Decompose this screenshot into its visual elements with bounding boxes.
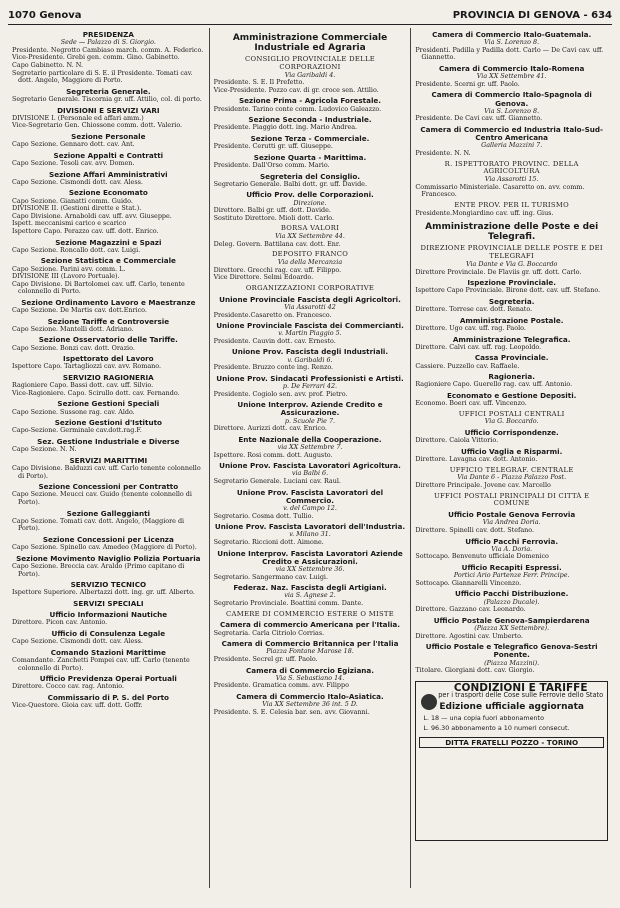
entry-text: Presidente. Cogiolo sen. avv. prof. Pietro. — [213, 389, 348, 398]
entry-text: Direttore. Torrese cav. dott. Renato. — [415, 305, 533, 314]
entry-text: Capo Sezione. Cismondi dott. cav. Aless. — [12, 177, 143, 186]
entry-text: Economo. Boeri cav. uff. Vincenzo. — [415, 399, 527, 408]
entry-text: Titolare. Giorgiani dott. cav. Giorgio. — [415, 666, 535, 675]
entry-text: Sottocapo. Giannarelli Vincenzo. — [415, 578, 522, 587]
entry-text: Presidente. Gramatica comm. avv. Filippo — [213, 681, 349, 690]
ad-publisher: DITTA FRATELLI POZZO - TORINO — [419, 737, 604, 749]
entry-text: Ragioniere Capo. Bassi dott. cav. uff. Silvio. — [12, 381, 154, 390]
entry-text: Segretario particolare di S. E. il Presidente. Tomati cav. dott. Angelo, Maggiore di Porto. — [12, 68, 193, 85]
address-line: (Piazza Mazzini). — [484, 658, 540, 667]
section-heading: Sezione Terza - Commerciale. — [250, 133, 370, 143]
address-line: Galleria Mazzini 7. — [481, 141, 543, 150]
directory-page — [8, 8, 612, 892]
ad-price-single: L. 18 — una copia fuori abbonamento — [423, 713, 544, 722]
entry-text: Presidente. S. E. Celesia bar. sen. avv. Giovanni. — [213, 707, 370, 716]
section-heading: Cassa Provinciale. — [474, 353, 549, 363]
section-heading: Sezione Appalti e Contratti — [53, 150, 164, 160]
section-heading: Sezione Statistica e Commerciale — [40, 256, 176, 266]
section-heading: Sezione Personale — [71, 131, 146, 141]
section-heading: Camera di Commercio Italo-Guatemala. — [432, 30, 592, 39]
section-heading: Commissario di P. S. del Porto — [47, 693, 169, 702]
section-heading: Ufficio Informazioni Nautiche — [49, 610, 168, 620]
major-heading: Amministrazione Commerciale Industriale ed Agraria — [232, 33, 388, 53]
entry-text: Capo Sezione. Bonzi cav. dott. Orazio. — [12, 343, 135, 352]
entry-text: Vice-Presidente. Grebi gen. comm. Gino. Gabinetto. — [12, 53, 180, 62]
address-line: (Piazza XX Settembre). — [474, 624, 550, 633]
section-heading: Unione Prov. Fascista degli Industriali. — [231, 347, 389, 357]
address-line: Via XX Settembre 36 int. 5 D. — [262, 700, 358, 709]
entry-text: Capo Sezione. Gennaro dott. cav. Ant. — [12, 140, 135, 149]
address-line: Via S. Lorenzo 8. — [484, 38, 540, 47]
major-heading: Amministrazione delle Poste e dei Telegrafi. — [425, 222, 599, 243]
entry-text: Ragioniere Capo. Guerello rag. cav. uff. Antonio. — [415, 380, 573, 389]
entry-text: Capo Sezione. Tomati cav. dott. Angelo, (Maggiore di Porto). — [12, 516, 185, 533]
entry-text: Vice Direttore. Selmi Edoardo. — [213, 273, 314, 282]
address-line: Via XX Settembre 41. — [476, 72, 547, 81]
entry-text: Presidente. Piaggio dott. ing. Mario Andrea. — [213, 123, 358, 132]
section-heading: SERVIZIO TECNICO — [70, 580, 147, 590]
entry-text: Presidente.Mongiardino cav. uff. ing. Gius. — [415, 208, 554, 217]
section-heading: Sezione Quarta - Marittima. — [253, 152, 367, 162]
section-heading: Segreteria del Consiglio. — [259, 171, 361, 181]
entry-text: Ispettore. Rosi comm. dott. Augusto. — [213, 450, 333, 459]
section-heading: PRESIDENZA — [82, 30, 134, 39]
entry-text: Capo Sezione. Tesoli cav. avv. Domen. — [12, 158, 135, 167]
caps-heading: ORGANIZZAZIONI CORPORATIVE — [245, 283, 375, 292]
address-line: Via XX Settembre 44. — [275, 232, 345, 241]
section-heading: Sez. Gestione Industriale e Diverse — [37, 437, 180, 447]
caps-heading: BORSA VALORI — [280, 224, 340, 233]
section-heading: Sezione Movimento Naviglio Polizia Portuaria — [16, 553, 201, 563]
address-line: Via Andrea Doria. — [482, 518, 541, 527]
caps-heading: R. ISPETTORATO PROVINC. DELLA AGRICOLTURA — [444, 159, 579, 176]
address-line: Via Assarotti 15. — [484, 175, 539, 184]
entry-text: Cassiere. Puzzello cav. Raffaele. — [415, 361, 520, 370]
entry-text: Capo Sezione. Mantelli dott. Adriano. — [12, 324, 134, 333]
entry-text: Direttore. Spinelli cav. dott. Stefano. — [415, 526, 535, 535]
address-line: v. Garibaldi 6. — [287, 355, 333, 364]
address-line: Via S. Lorenzo 8. — [484, 106, 540, 115]
entry-text: Presidente. N. N. — [415, 148, 471, 157]
entry-text: Sottocapo. Benvenuto ufficiale Domenico — [415, 552, 549, 561]
entry-text: Direttore. Ugo cav. uff. rag. Paolo. — [415, 323, 526, 332]
section-heading: Ente Nazionale della Cooperazione. — [238, 434, 382, 444]
section-heading: Camera di commercio Americana per l'Italia. — [220, 620, 400, 630]
entry-text: Direttore. Calvi cav. uff. rag. Leopoldo. — [415, 342, 542, 351]
caps-heading: CONSIGLIO PROVINCIALE DELLE CORPORAZIONI — [244, 55, 376, 71]
section-heading: Amministrazione Postale. — [459, 315, 564, 325]
entry-text: Direttore. Agostini cav. Umberto. — [415, 631, 523, 640]
entry-text: Presidente. Tarino conte comm. Ludovico Galeazzo. — [213, 104, 382, 113]
section-heading: Ufficio di Consulenza Legale — [51, 629, 166, 639]
section-heading: Sezione Concessioni per Licenza — [42, 535, 174, 545]
entry-text: Vice-Segretario Gen. Chiossone comm. dott. Valerio. — [12, 121, 183, 130]
entry-text: Ispettore Capo. Tartagliozzi cav. avv. Romano. — [12, 362, 162, 371]
entry-text: Capo Sezione. Meucci cav. Guido (tenente colonnello di Porto). — [12, 490, 192, 507]
caps-heading: UFFICI POSTALI PRINCIPALI DI CITTÀ E COMUNE — [433, 491, 590, 508]
entry-text: Segretaria. Carla Citriolo Corrias. — [213, 628, 325, 637]
section-heading: Sezione Economato — [68, 188, 148, 198]
section-heading: Camera di Commercio Egiziana. — [246, 665, 374, 675]
advertisement-box — [415, 681, 608, 841]
section-heading: Sezione Galleggianti — [66, 508, 150, 518]
section-heading: Sezione Concessioni per Contratto — [38, 482, 179, 492]
section-heading: Ufficio Recapiti Espressi. — [461, 563, 562, 573]
entry-text: Capo Divisione. Arnaboldi cav. uff. avv. Giuseppe. — [12, 211, 172, 220]
section-heading: Unione Prov. Fascista Lavoratori Agricoltura. — [219, 461, 401, 471]
address-line: Via S. Sebastiano 14. — [275, 673, 345, 682]
entry-text: Ispettore Superiore. Albertazzi dott. ing. gr. uff. Alberto. — [12, 588, 195, 597]
entry-text: Capo Sezione. Roncallo dott. cav. Luigi. — [12, 245, 141, 254]
entry-text: Direttore. Picon cav. Antonio. — [12, 618, 108, 627]
address-line: v. Martin Piaggio 5. — [278, 329, 342, 338]
entry-text: Direttore. Balbi gr. uff. dott. Davide. — [213, 206, 331, 215]
entry-text: Direttore. Gazzano cav. Leonardo. — [415, 605, 526, 614]
entry-text: Capo Divisione. Balduzzi cav. uff. Carlo tenente colonnello di Porto). — [12, 464, 201, 480]
section-heading: DIVISIONI E SERVIZI VARI — [57, 105, 160, 115]
address-line: Via Assarotti 42 — [284, 302, 336, 311]
caps-heading: ENTE PROV. PER IL TURISMO — [454, 200, 570, 209]
entry-text: Direttore Provinciale. De Flaviis gr. uff. dott. Carlo. — [415, 267, 582, 276]
caps-heading: DEPOSITO FRANCO — [271, 250, 349, 259]
address-line: v. del Campo 12. — [283, 504, 337, 513]
section-heading: Comando Stazioni Marittime — [50, 647, 166, 657]
entry-text: Segretario Generale. Tiscornia gr. uff. Attilio, col. di porto. — [12, 94, 202, 103]
section-heading: SERVIZI MARITTIMI — [69, 455, 148, 465]
section-heading: Unione Prov. Sindacati Professionisti e Artisti. — [216, 373, 404, 383]
address-line: via S. Agnese 2. — [284, 591, 336, 600]
address-line: via XX Settembre 7. — [277, 443, 343, 452]
ad-title: CONDIZIONI E TARIFFE — [453, 681, 588, 694]
section-heading: Ufficio Postale e Telegrafico Genova-Sestri Ponente. — [425, 642, 598, 660]
section-heading: Ufficio Pacchi Distribuzione. — [455, 589, 569, 599]
entry-text: Segretario. Cosma dott. Tullio. — [213, 511, 314, 520]
entry-text: Direttore. Grecchi rag. cav. uff. Filippo. — [213, 265, 342, 274]
section-heading: Ispettorato del Lavoro — [63, 354, 154, 364]
column-right — [411, 28, 612, 888]
entry-text: Deleg. Govern. Battilana cav. dott. Enr. — [213, 239, 341, 248]
entry-text: Capo Sezione. N. N. — [12, 445, 77, 454]
column-right-entries — [415, 31, 608, 675]
ad-subtitle: per i trasporti delle Cose sulle Ferrovie dello Stato — [438, 691, 604, 700]
address-line: Via della Mercanzia — [277, 258, 343, 267]
address-line: (Palazzo Ducale). — [483, 597, 540, 606]
section-heading: Federaz. Naz. Fascista degli Artigiani. — [233, 583, 387, 593]
entry-text: Capo Sezione. Sussone rag. cav. Aldo. — [12, 407, 135, 416]
section-heading: Camera di Commercio Britannica per l'Italia — [221, 639, 399, 649]
columns — [8, 28, 612, 888]
entry-text: Capo Sezione. Cismondi dott. cav. Aless. — [12, 637, 143, 646]
address-line: p. Scuole Pie 7. — [284, 416, 336, 425]
section-heading: Ufficio Corrispondenze. — [464, 428, 559, 438]
section-heading: Segreteria. — [488, 296, 535, 306]
address-line: via Balbi 6. — [291, 469, 329, 478]
page-header — [8, 8, 612, 25]
section-heading: Sezione Gestioni Speciali — [57, 399, 160, 409]
entry-text: Presidente. Scerni gr. uff. Paolo. — [415, 79, 520, 88]
section-heading: Sezione Seconda - Industriale. — [248, 115, 372, 125]
page-header-right: PROVINCIA DI GENOVA - 634 — [452, 10, 612, 21]
entry-text: Presidente. Bruzzo conte ing. Renzo. — [213, 363, 334, 372]
entry-text: Presidente. Cerutti gr. uff. Giuseppe. — [213, 142, 333, 151]
section-heading: Camera di Commercio Italo-Asiatica. — [236, 691, 384, 701]
section-heading: Unione Interprov. Fascista Lavoratori Aziende Credito e Assicurazioni. — [217, 548, 403, 566]
entry-text: Direttore. Aurizzi dott. cav. Enrico. — [213, 424, 327, 433]
section-heading: Sezione Prima - Agricola Forestale. — [238, 96, 382, 106]
caps-heading: UFFICI POSTALI CENTRALI — [458, 409, 565, 418]
entry-text: DIVISIONE III (Lavoro Portuale). — [12, 272, 120, 281]
section-heading: Sezione Magazzini e Spazi — [55, 237, 162, 247]
section-heading: Ufficio Postale Genova Ferrovia — [448, 510, 576, 520]
section-heading: Sezione Tariffe e Controversie — [47, 316, 170, 326]
section-heading: Camera di Commercio ed Industria Italo-Sud-Centro Americana — [420, 124, 604, 143]
column-middle — [210, 28, 412, 888]
address-line: Sede — Palazzo di S. Giorgio. — [60, 38, 156, 47]
entry-text: Capo Divisione. Di Bartolomei cav. uff. Carlo, tenente colonnello di Porto. — [12, 279, 185, 296]
address-line: Via Dante e Via G. Boccardo — [465, 259, 558, 268]
caps-heading: CAMERE DI COMMERCIO ESTERE O MISTE — [225, 609, 395, 618]
section-heading: Ufficio Postale Genova-Sampierdarena — [433, 615, 590, 625]
section-heading: Ufficio Previdenza Operai Portuali — [39, 674, 177, 684]
section-heading: SERVIZIO RAGIONERIA — [62, 373, 154, 383]
section-heading: Sezione Osservatorio delle Tariffe. — [38, 335, 178, 345]
entry-text: Ispettore Capo Provinciale. Birone dott. cav. uff. Stefano. — [415, 286, 601, 295]
address-line: Piazza Fontane Marose 18. — [266, 647, 354, 656]
address-line: Via Dante 6 - Piazza Palazzo Post. — [457, 473, 567, 482]
address-line: Via G. Boccardo. — [484, 417, 539, 426]
section-heading: Unione Prov. Fascista Lavoratori del Commercio. — [236, 487, 384, 505]
entry-text: Segretario Generale. Balbi dott. gr. uff. Davide. — [213, 179, 367, 188]
entry-text: Direttore. Caiola Vittorio. — [415, 436, 499, 445]
section-heading: Ufficio Vaglia e Risparmi. — [461, 446, 563, 456]
address-line: Via Garibaldi 4. — [284, 70, 336, 79]
entry-text: Capo-Sezione. Germinale cav.dott.rag.F. — [12, 426, 142, 435]
entry-text: Presidente. De Cavi cav. uff. Giannetto. — [415, 114, 543, 123]
entry-text: Capo Sezione. Breccia cav. Araldo (Primo capitano di Porto). — [12, 562, 185, 578]
section-heading: Unione Provinciale Fascista degli Agricoltori. — [219, 294, 401, 304]
address-line: Direzione. — [293, 198, 327, 207]
entry-text: Direttore Principale. Jovene cav. Marcello — [415, 481, 551, 490]
entry-text: Presidente. Dall'Orso comm. Mario. — [213, 160, 330, 169]
entry-text: Presidente.Casaretto on. Francesco. — [213, 310, 332, 319]
entry-text: Capo Sezione. De Martis cav. dott.Enrico. — [12, 306, 147, 315]
entry-text: DIVISIONE II. (Gestioni dirette e Stat.). — [12, 204, 142, 213]
entry-text: Segretario. Riccioni dott. Aimone. — [213, 538, 324, 547]
section-heading: Ispezione Provinciale. — [467, 278, 557, 288]
section-heading: Sezione Ordinamento Lavoro e Maestranze — [21, 297, 196, 307]
caps-heading: UFFICIO TELEGRAF. CENTRALE — [449, 465, 574, 474]
address-line: v. Milano 31. — [289, 530, 331, 539]
address-line: Via A. Doria. — [491, 544, 533, 553]
entry-text: Presidente. Negrotto Cambiaso march. comm. A. Federico. — [12, 45, 204, 54]
section-heading: Camera di Commercio Italo-Spagnola di Genova. — [431, 90, 592, 108]
section-heading: Sezione Gestioni d'Istituto — [54, 418, 162, 428]
entry-text: Capo Gabinetto. N. N. — [12, 60, 84, 69]
section-heading: Unione Prov. Fascista Lavoratori dell'Industria. — [214, 522, 406, 532]
entry-text: Capo Sezione. Spinello cav. Amedeo (Maggiore di Porto). — [12, 543, 197, 552]
entry-text: Vice-Questore. Gioia cav. uff. dott. Goffr. — [12, 701, 143, 710]
entry-text: Commissario Ministeriale. Casaretto on. avv. comm. Francesco. — [415, 182, 585, 199]
entry-text: Capo Sezione. Parini avv. comm. L. — [12, 264, 126, 273]
section-heading: Segreteria Generale. — [66, 86, 151, 96]
entry-text: Direttore. Lavagna cav. dott. Antonio. — [415, 455, 538, 464]
ad-price-subscription: L. 96.30 abbonamento a 10 numeri consecut. — [423, 724, 570, 733]
section-heading: Amministrazione Telegrafica. — [452, 334, 571, 344]
entry-text: Capo Sezione. Gianatti comm. Guido. — [12, 196, 133, 205]
entry-text: Presidente. S. E. Il Prefetto. — [213, 78, 305, 87]
entry-text: Presidente. Cauvin dott. cav. Ernesto. — [213, 336, 336, 345]
section-heading: Ufficio Prov. delle Corporazioni. — [246, 190, 374, 200]
section-heading: SERVIZI SPECIALI — [73, 599, 144, 609]
section-heading: Unione Interprov. Aziende Credito e Assicurazione. — [237, 400, 383, 418]
section-heading: Sezione Affari Amministrativi — [49, 169, 168, 179]
section-heading: Ragioneria. — [488, 372, 535, 382]
entry-text: Ispettore Capo. Perazzo cav. uff. dott. Enrico. — [12, 226, 159, 235]
column-left — [8, 28, 210, 888]
address-line: via XX Settembre 36. — [275, 565, 345, 574]
entry-text: Segretario. Sangermano cav. Luigi. — [213, 572, 329, 581]
address-line: Portici Ario Partenze Ferr. Principe. — [453, 571, 570, 580]
entry-text: Presidente. Secrel gr. uff. Paolo. — [213, 655, 318, 663]
section-heading: Economato e Gestione Depositi. — [446, 390, 577, 400]
section-heading: Ufficio Pacchi Ferrovia. — [465, 536, 559, 546]
entry-text: Comandante. Zanchetti Pompei cav. uff. Carlo (tenente colonnello di Porto). — [12, 656, 190, 672]
entry-text: Ispett. meccanismi carico e scarico — [12, 219, 127, 228]
entry-text: Segretario Provinciale. Boattini comm. Dante. — [213, 599, 364, 608]
entry-text: Direttore. Cocco cav. rag. Antonio. — [12, 682, 125, 691]
entry-text: DIVISIONE I. (Personale ed affari amm.) — [12, 113, 144, 122]
section-heading: Camera di Commercio Italo-Romena — [438, 63, 585, 73]
page-header-left: 1070 Genova — [8, 10, 82, 21]
entry-text: Vice-Ragioniere. Capo. Scirullo dott. cav. Fernando. — [12, 388, 180, 397]
ad-edition: Edizione ufficiale aggiornata — [439, 701, 584, 712]
entry-text: Presidenti. Padilla y Padilla dott. Carlo — De Cavi cav. uff. Giannetto. — [415, 45, 604, 62]
section-heading: Unione Provinciale Fascista dei Commercianti. — [216, 321, 404, 331]
entry-text: Sostituto Direttore. Mioli dott. Carlo. — [213, 213, 335, 222]
caps-heading: DIREZIONE PROVINCIALE DELLE POSTE E DEI TELEGRAFI — [420, 244, 603, 261]
address-line: p. De Ferrari 42. — [282, 382, 338, 391]
entry-text: Segretario Generale. Luciani cav. Raul. — [213, 477, 341, 486]
entry-text: Vice-Presidente. Pozzo cav. di gr. croce sen. Attilio. — [213, 85, 379, 94]
